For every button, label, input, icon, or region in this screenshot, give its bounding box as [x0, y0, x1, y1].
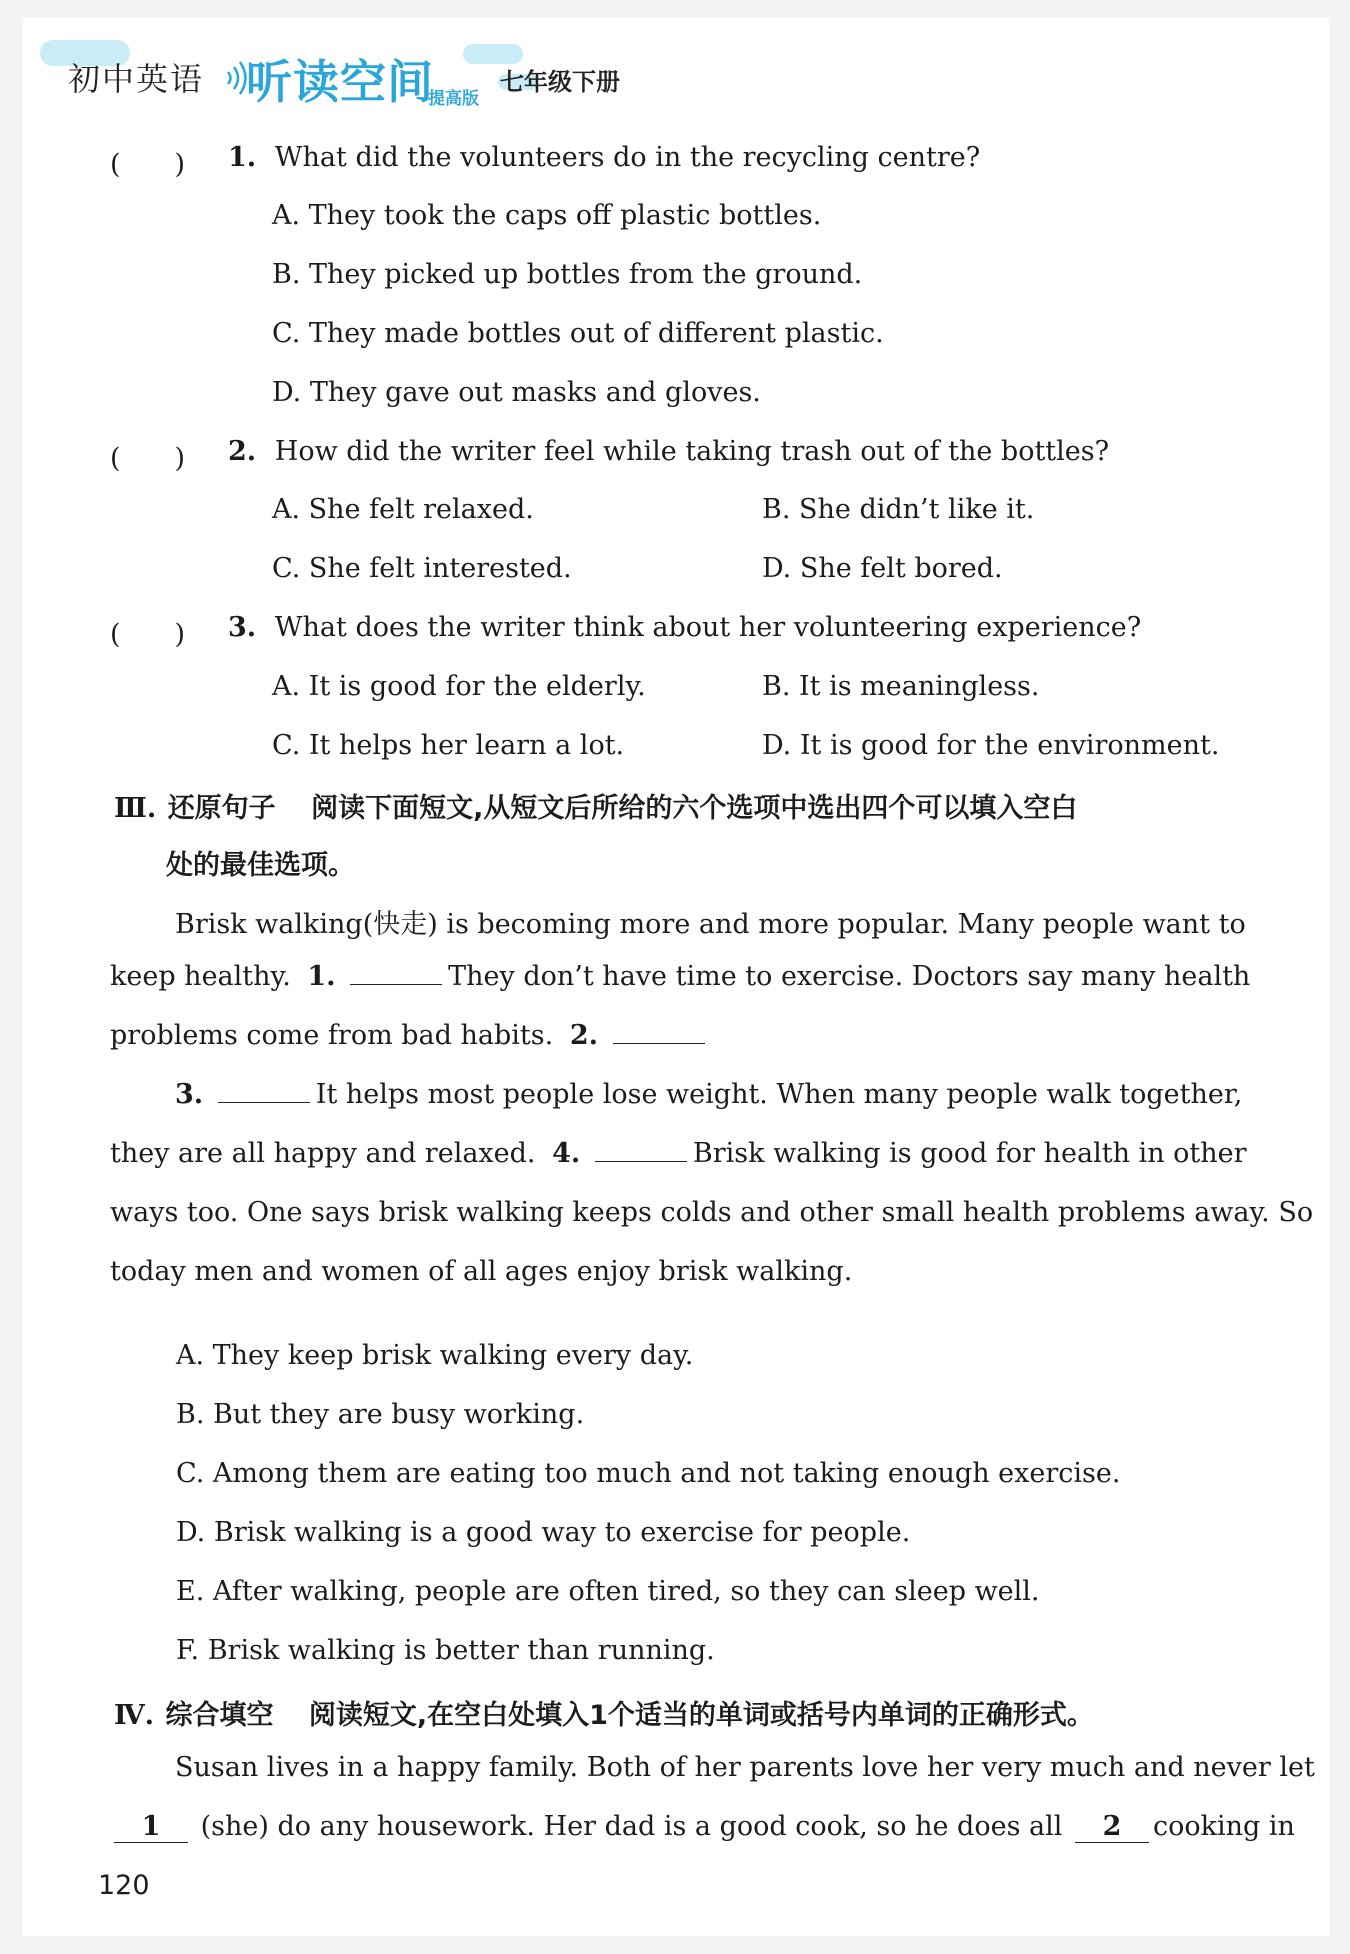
passage-text: they are all happy and relaxed. [110, 1138, 536, 1169]
passage-text: cooking in [1152, 1811, 1295, 1842]
question-number: 1. [228, 142, 257, 173]
question-number: 2. [228, 436, 257, 467]
passage-line-6: ways too. One says brisk walking keeps colds and other small health problems away. So [110, 1197, 1314, 1228]
option-a: A. She felt relaxed. [272, 494, 534, 525]
option-b: B. She didn’t like it. [762, 494, 1035, 525]
answer-bracket[interactable]: ( ) [110, 619, 186, 650]
choice-b: B. But they are busy working. [176, 1399, 585, 1430]
sound-wave-icon [224, 60, 248, 96]
passage-text: Brisk walking is good for health in other [692, 1138, 1247, 1169]
answer-bracket[interactable]: ( ) [110, 443, 186, 474]
choice-a: A. They keep brisk walking every day. [176, 1340, 694, 1371]
passage-line-5 [110, 1138, 1247, 1169]
passage-line-3 [110, 1020, 711, 1051]
page-header [68, 44, 768, 114]
passage-line-7: today men and women of all ages enjoy brisk walking. [110, 1256, 853, 1287]
option-d: D. She felt bored. [762, 553, 1003, 584]
choice-d: D. Brisk walking is a good way to exercise for people. [176, 1517, 911, 1548]
blank-number-1: 1. [307, 961, 336, 992]
blank-1[interactable]: 1 [114, 1811, 188, 1843]
blank-2[interactable] [613, 1021, 705, 1044]
section-heading [114, 786, 1077, 825]
passage-text: problems come from bad habits. [110, 1020, 554, 1051]
question-stem [228, 436, 1109, 467]
passage-line-2 [110, 961, 1251, 992]
book-brand-logo: 听读空间 [246, 55, 434, 109]
blank-number-2: 2. [569, 1020, 598, 1051]
blank-1[interactable] [350, 962, 442, 985]
passage-text: (she) do any housework. Her dad is a good cook, so he does all [200, 1811, 1063, 1842]
section-heading [114, 1693, 1094, 1732]
option-b: B. They picked up bottles from the ground. [272, 259, 863, 290]
choice-f: F. Brisk walking is better than running. [176, 1635, 715, 1666]
passage-line-1: Brisk walking(快走) is becoming more and more popular. Many people want to [175, 909, 1246, 940]
blank-3[interactable] [218, 1080, 310, 1103]
section-title: 还原句子 [167, 793, 276, 824]
blank-2[interactable]: 2 [1075, 1811, 1149, 1843]
option-d: D. It is good for the environment. [762, 730, 1220, 761]
section-instruction: 阅读短文,在空白处填入1个适当的单词或括号内单词的正确形式。 [308, 1700, 1094, 1731]
section-number: Ⅳ. [114, 1700, 155, 1731]
choice-e: E. After walking, people are often tired, so they can sleep well. [176, 1576, 1040, 1607]
section-number: Ⅲ. [114, 793, 157, 824]
grade-label: 七年级下册 [500, 68, 620, 96]
blank-number-3: 3. [175, 1079, 204, 1110]
option-c: C. She felt interested. [272, 553, 572, 584]
question-text: How did the writer feel while taking trash out of the bottles? [274, 436, 1110, 467]
section-title: 综合填空 [165, 1700, 274, 1731]
option-c: C. They made bottles out of different plastic. [272, 318, 884, 349]
section-instruction: 阅读下面短文,从短文后所给的六个选项中选出四个可以填入空白 [311, 793, 1078, 824]
question-stem [228, 612, 1141, 643]
passage-line-1: Susan lives in a happy family. Both of her parents love her very much and never let [175, 1752, 1315, 1783]
page-number: 120 [98, 1870, 150, 1901]
question-stem [228, 142, 980, 173]
passage-line-2 [110, 1811, 1295, 1843]
passage-text: It helps most people lose weight. When many people walk together, [315, 1079, 1243, 1110]
question-text: What did the volunteers do in the recycling centre? [274, 142, 981, 173]
answer-bracket[interactable]: ( ) [110, 149, 186, 180]
cloud-decoration [463, 44, 523, 64]
option-a: A. It is good for the elderly. [272, 671, 646, 702]
blank-number-4: 4. [552, 1138, 581, 1169]
passage-text: They don’t have time to exercise. Doctors say many health [448, 961, 1251, 992]
book-series-label: 初中英语 [68, 60, 205, 98]
blank-4[interactable] [595, 1139, 687, 1162]
passage-line-4 [175, 1079, 1241, 1110]
option-b: B. It is meaningless. [762, 671, 1040, 702]
option-a: A. They took the caps off plastic bottles. [272, 200, 822, 231]
section-instruction-cont: 处的最佳选项。 [166, 850, 355, 881]
question-number: 3. [228, 612, 257, 643]
choice-c: C. Among them are eating too much and not taking enough exercise. [176, 1458, 1121, 1489]
passage-text: keep healthy. [110, 961, 291, 992]
option-c: C. It helps her learn a lot. [272, 730, 625, 761]
option-d: D. They gave out masks and gloves. [272, 377, 761, 408]
question-text: What does the writer think about her volunteering experience? [274, 612, 1142, 643]
edition-label: 提高版 [428, 89, 479, 109]
